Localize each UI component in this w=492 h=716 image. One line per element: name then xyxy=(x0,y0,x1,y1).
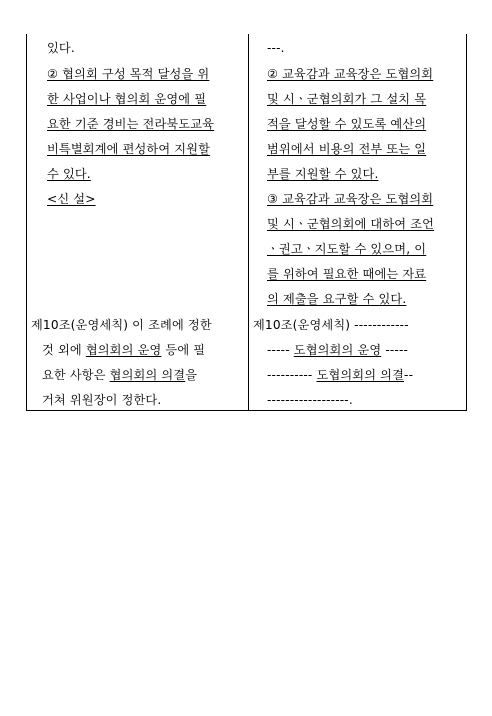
left-para2-line-4: 비특별회계에 편성하여 지원할 xyxy=(47,142,211,156)
right-para2-line-1: ② 교육감과 교육장은 도협의회 xyxy=(267,67,434,81)
left-para2-line-1: ② 협의회 구성 목적 달성을 위 xyxy=(47,67,210,81)
left-article10-line-3 xyxy=(42,367,197,383)
comparison-table xyxy=(26,34,467,411)
right-continuation-line: ---. xyxy=(267,41,285,55)
left-article10-line-1: 제10조(운영세칙) 이 조례에 정한 xyxy=(31,318,212,332)
left-art10-underline-operation: 협의회의 운영 xyxy=(85,343,162,357)
left-art10-l2-b: 등에 필 xyxy=(161,343,206,357)
left-art10-l3-a: 요한 사항은 xyxy=(42,368,110,382)
right-para3-line-2: 및 시ㆍ군협의회에 대하여 조언 xyxy=(267,217,435,231)
right-article10-line-1: 제10조(운영세칙) ------------ xyxy=(253,318,409,332)
right-para2-line-2: 및 시ㆍ군협의회가 그 설치 목 xyxy=(267,92,427,106)
left-article10-line-4: 거쳐 위원장이 정한다. xyxy=(42,393,162,407)
left-para2-line-3: 요한 기준 경비는 전라북도교육 xyxy=(47,117,215,131)
left-art10-l2-a: 것 외에 xyxy=(42,343,86,357)
left-art10-l3-b: 을 xyxy=(185,368,198,382)
left-para2-line-5: 수 있다. xyxy=(47,167,91,181)
right-art10-l2-tail: ----- xyxy=(385,343,409,357)
right-para3-line-3: ㆍ권고ㆍ지도할 수 있으며, 이 xyxy=(267,242,427,256)
right-art10-l3-dash: ---------- xyxy=(267,368,313,382)
right-article10-line-3 xyxy=(267,367,413,383)
left-art10-underline-resolution: 협의회의 의결 xyxy=(109,368,186,382)
right-para2-line-3: 적을 달성할 수 있도록 예산의 xyxy=(267,117,427,131)
new-provision-mark: <신 설> xyxy=(47,192,96,206)
column-divider xyxy=(248,34,249,410)
right-para3-line-5: 의 제출을 요구할 수 있다. xyxy=(267,292,407,306)
right-art10-underline-operation: 도협의회의 운영 xyxy=(293,343,382,357)
left-para2-line-2: 한 사업이나 협의회 운영에 필 xyxy=(47,92,207,106)
right-art10-l2-dash: ----- xyxy=(267,343,290,357)
right-article10-line-2 xyxy=(267,342,408,358)
left-article10-line-2 xyxy=(42,342,205,358)
left-continuation-line: 있다. xyxy=(47,41,75,55)
right-para2-line-5: 부를 지원할 수 있다. xyxy=(267,167,379,181)
right-para3-line-1: ③ 교육감과 교육장은 도협의회 xyxy=(267,192,434,206)
right-art10-underline-resolution: 도협의회의 의결 xyxy=(316,368,405,382)
right-para3-line-4: 를 위하여 필요한 때에는 자료 xyxy=(267,267,427,281)
right-article10-line-4: ------------------. xyxy=(267,393,353,407)
right-art10-l3-tail: -- xyxy=(404,368,414,382)
right-para2-line-4: 범위에서 비용의 전부 또는 일 xyxy=(267,142,427,156)
